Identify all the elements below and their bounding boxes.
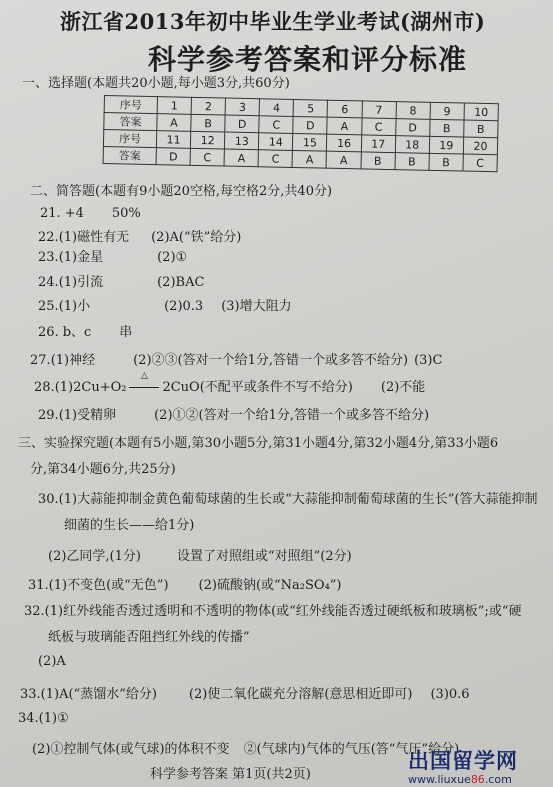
answer-table-cell: 8: [396, 102, 430, 120]
answer-table-row-label: 答案: [103, 146, 156, 164]
answer-table-cell: D: [293, 116, 327, 134]
q30-part2: (2)乙同学,(1分) 设置了对照组或“对照组”(2分): [48, 549, 352, 564]
answer-table-cell: A: [326, 151, 360, 169]
q32-part2: (2)A: [38, 654, 66, 669]
answer-table-cell: C: [361, 118, 395, 136]
q21: 21. +4 50%: [40, 206, 141, 221]
q31: 31.(1)不变色(或“无色”) (2)硫酸钠(或“Na₂SO₄”): [28, 578, 342, 593]
answer-table-cell: D: [156, 148, 190, 166]
q34-part1: 34.(1)①: [18, 711, 69, 726]
answer-table: [103, 95, 499, 172]
q23: 23.(1)金星 (2)①: [38, 250, 188, 265]
answer-table-cell: C: [258, 150, 292, 168]
answer-table-row-label: 序号: [103, 130, 156, 148]
answer-table-cell: 3: [225, 98, 259, 116]
answer-table-cell: B: [395, 153, 429, 171]
answer-table-cell: 5: [293, 99, 327, 117]
answer-table-cell: 19: [429, 136, 463, 154]
answer-table-cell: B: [361, 152, 395, 170]
answer-table-cell: C: [259, 116, 293, 134]
q29: 29.(1)受精卵 (2)①②(答对一个给1分,答错一个或多答不给分): [38, 408, 430, 423]
answer-table-cell: D: [225, 115, 259, 133]
answer-table-cell: 11: [156, 131, 190, 149]
answer-table-cell: C: [190, 148, 224, 166]
answer-table-cell: B: [191, 114, 225, 132]
section3-heading-cont: 分,第34小题6分,共25分): [30, 462, 176, 477]
q33: 33.(1)A(“蒸馏水”给分) (2)使二氧化碳充分溶解(意思相近即可) (3)0.6: [20, 687, 470, 702]
answer-table-cell: 20: [463, 137, 498, 155]
answer-table-cell: 18: [395, 136, 429, 154]
answer-table-row-label: 序号: [104, 96, 157, 114]
answer-table-cell: 14: [259, 133, 293, 151]
answer-table-cell: A: [292, 150, 326, 168]
answer-table-cell: 6: [328, 100, 362, 118]
answer-table-cell: 15: [293, 133, 327, 151]
answer-table-cell: A: [327, 117, 361, 135]
q25: 25.(1)小 (2)0.3 (3)增大阻力: [38, 299, 292, 314]
q27: 27.(1)神经 (2)②③(答对一个给1分,答错一个或多答不给分) (3)C: [30, 353, 443, 368]
q30-part1: 30.(1)大蒜能抑制金黄色葡萄球菌的生长或“大蒜能抑制葡萄球菌的生长”(答大蒜能抑制: [38, 492, 538, 507]
q28: 28.(1)2Cu+O₂ △ 2CuO(不配平或条件不写不给分) (2)不能: [34, 371, 426, 395]
answer-table-cell: 12: [190, 131, 224, 149]
site-watermark: [408, 745, 553, 787]
section1-heading: 一、选择题(本题共20小题,每小题3分,共60分): [22, 76, 290, 91]
answer-table-cell: 17: [361, 135, 395, 153]
answer-table-cell: D: [395, 119, 429, 137]
answer-table-cell: 9: [430, 102, 464, 120]
answer-table-cell: B: [464, 120, 499, 138]
answer-table-cell: 10: [464, 103, 499, 121]
page-footer: 科学参考答案 第1页(共2页): [150, 767, 311, 782]
answer-table-cell: A: [157, 114, 191, 132]
exam-title: 浙江省2013年初中毕业生学业考试(湖州市): [60, 9, 486, 34]
answer-table-cell: 2: [191, 97, 225, 115]
answer-table-cell: 4: [259, 99, 293, 117]
answer-table-cell: 1: [157, 97, 191, 115]
q22: 22.(1)磁性有无 (2)A(“铁”给分): [38, 230, 242, 245]
q24: 24.(1)引流 (2)BAC: [38, 275, 205, 290]
section3-heading: 三、实验探究题(本题有5小题,第30小题5分,第31小题4分,第32小题4分,第33小题6: [18, 436, 499, 451]
q32-part1: 32.(1)红外线能否透过透明和不透明的物体(或“红外线能否透过硬纸板和玻璃板”;或“硬: [24, 604, 522, 619]
answer-table-cell: 16: [327, 134, 361, 152]
answer-table-cell: 7: [362, 101, 396, 119]
answer-table-cell: A: [224, 149, 258, 167]
q34-part2: (2)①控制气体(或气球)的体积不变 ②(气球内)气体的气压(答“气压”给分): [32, 742, 460, 757]
answer-table-cell: C: [463, 154, 498, 172]
answer-table-cell: B: [429, 119, 463, 137]
document-title: 科学参考答案和评分标准: [148, 43, 468, 76]
q26: 26. b、c 串: [38, 325, 133, 340]
answer-table-row-label: 答案: [104, 113, 157, 131]
watermark-name: 出国留学网: [408, 749, 518, 773]
watermark-url: www.liuxue86.com: [408, 773, 512, 786]
section2-heading: 二、简答题(本题有9小题20空格,每空格2分,共40分): [30, 184, 333, 199]
q32-part1-cont: 纸板与玻璃能否阻挡红外线的传播”: [48, 630, 250, 645]
answer-table-cell: B: [429, 153, 463, 171]
answer-table-cell: 13: [225, 132, 259, 150]
q30-part1-cont: 细菌的生长——给1分): [64, 518, 195, 533]
